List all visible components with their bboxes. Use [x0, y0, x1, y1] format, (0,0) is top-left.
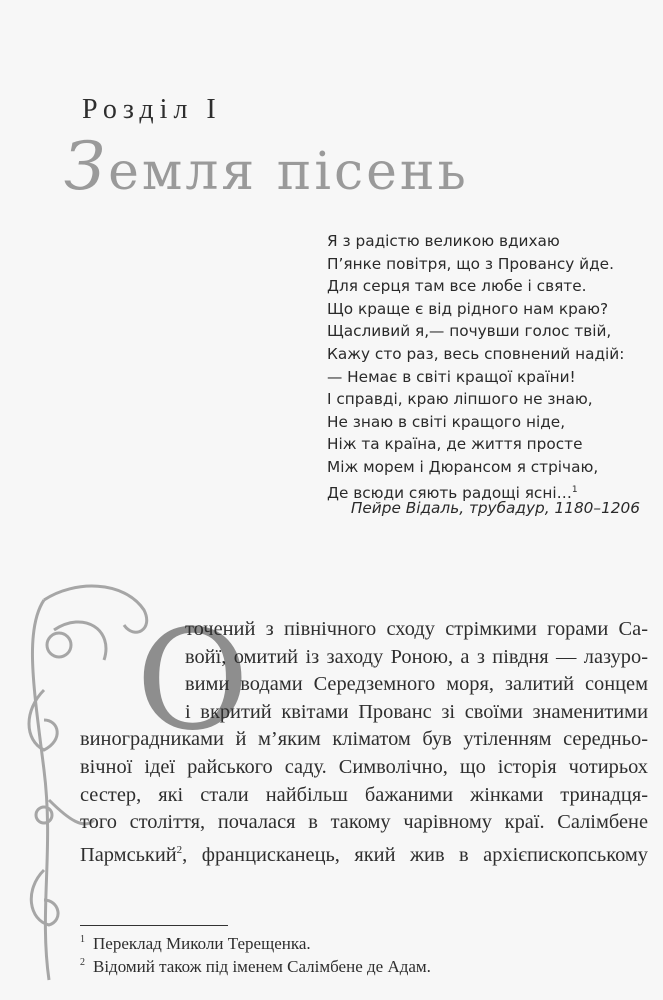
body-line: виноградниками й м’яким кліматом був утіленням середньо- — [80, 728, 648, 751]
footnote-divider — [80, 925, 228, 926]
poem-line: Щасливий я,— почувши голос твій, — [327, 322, 612, 341]
poem-line: Кажу сто раз, весь сповнений надій: — [327, 344, 625, 363]
body-line: Пармський$^2$, францисканець, який жив в архієпископському — [80, 843, 648, 866]
title-initial: З — [64, 128, 109, 205]
chapter-number: Розділ І — [82, 94, 222, 125]
drop-cap: О — [136, 600, 250, 761]
epigraph-attribution: Пейре Відаль, трубадур, 1180–1206 — [350, 499, 640, 517]
poem-line: Для серця там все любе і святе. — [327, 277, 587, 296]
body-line: і вкритий квітами Прованс зі своїми знаменитими — [185, 700, 648, 723]
poem-line: Я з радістю великою вдихаю — [327, 232, 560, 250]
body-line: сестер, які стали найбільш бажаними жінками тринадця- — [80, 783, 648, 806]
poem-line: П’янке повітря, що з Провансу йде. — [327, 254, 614, 273]
body-line: вими водами Середземного моря, залитий сонцем — [185, 673, 648, 696]
body-line: вічної ідеї райського саду. Символічно, що історія чотирьох — [80, 755, 648, 778]
title-rest: емля пісень — [108, 142, 469, 202]
chapter-title — [64, 128, 469, 205]
poem-line: — Немає в світі кращої країни! — [327, 367, 576, 386]
footnote-ref: 2 — [176, 843, 183, 856]
footnote-2: $^2$ Відомий також під іменем Салімбене де Адам. — [80, 957, 431, 976]
footnote-ref: 1 — [571, 484, 578, 495]
body-line: точений з північного сходу стрімкими горами Са- — [185, 618, 648, 640]
poem-line: Що краще є від рідного нам краю? — [327, 299, 609, 318]
poem-line: Не знаю в світі кращого ніде, — [327, 412, 566, 431]
body-line: войї, омитий із заходу Роною, а з півдня — лазуро- — [185, 645, 648, 668]
footnote-1: $^1$ Переклад Миколи Терещенка. — [80, 934, 311, 953]
poem-line: Між морем і Дюрансом я стрічаю, — [327, 457, 599, 476]
poem-line: Де всюди сяють радощі ясні… — [327, 483, 572, 502]
body-line: того століття, почалася в такому чарівному краї. Салімбене — [80, 811, 648, 834]
epigraph-poem — [327, 230, 624, 504]
poem-line: І справді, краю ліпшого не знаю, — [327, 390, 593, 409]
body-text — [80, 616, 648, 864]
poem-line: Ніж та країна, де життя просте — [327, 435, 583, 454]
